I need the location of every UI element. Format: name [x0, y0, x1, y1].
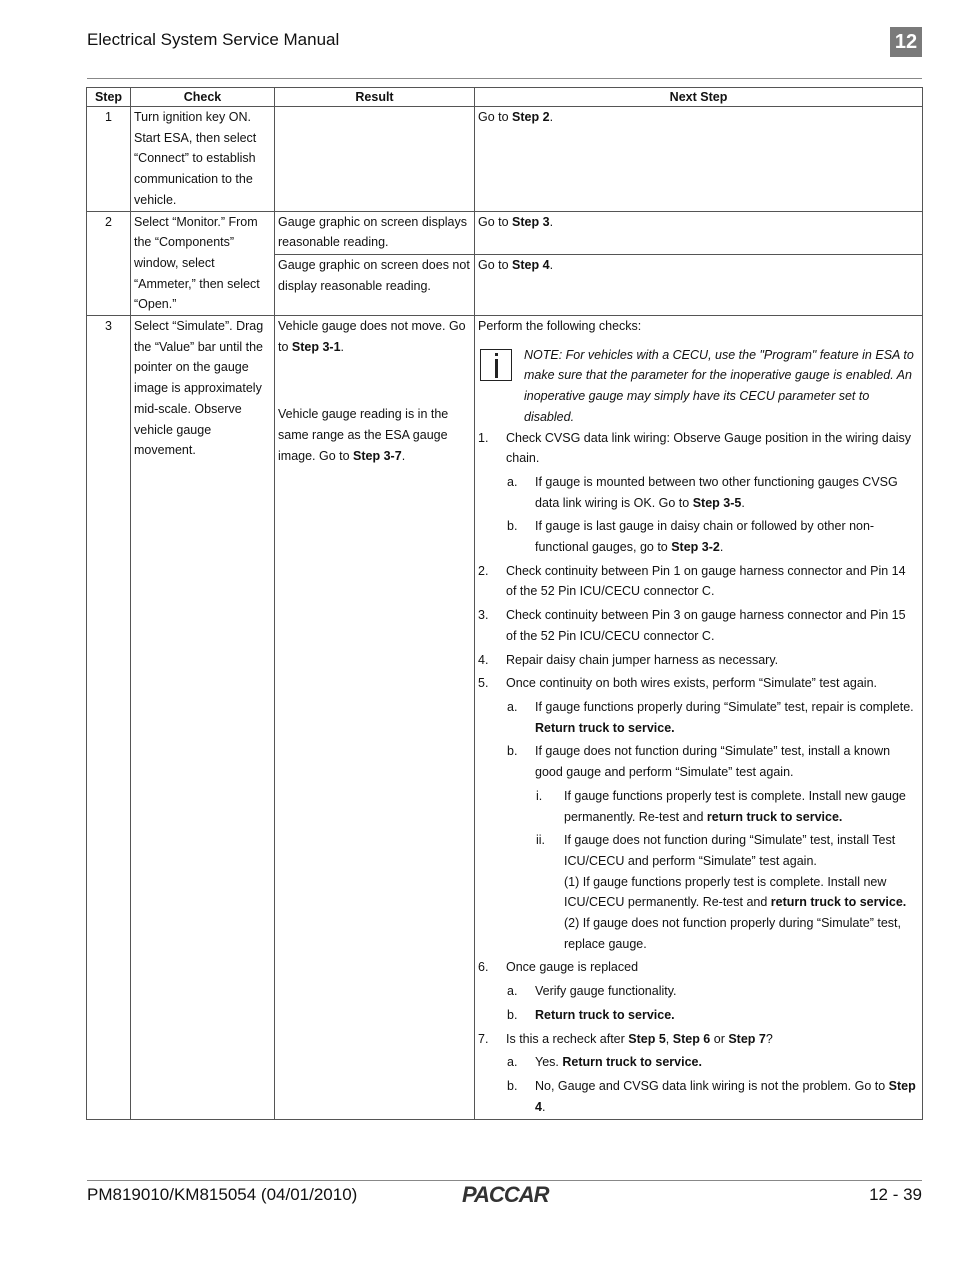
list-item: 1. Check CVSG data link wiring: Observe Gauge position in the wiring daisy chain. — [478, 430, 912, 466]
list-item: b. If gauge does not function during “Simulate” test, install a known good gauge and perform “Simulate” test again. — [507, 744, 891, 780]
next-step-cell — [475, 316, 923, 1120]
result-b: Vehicle gauge reading is in the same range as the ESA gauge image. Go to Step 3-7. — [278, 407, 449, 463]
note-block — [478, 345, 919, 428]
list-item: 6. Once gauge is replaced — [478, 960, 639, 975]
step-ref: Step 3-5 — [692, 495, 742, 510]
col-header-step: Step — [87, 88, 131, 107]
list-item: 7. Is this a recheck after Step 5, Step 6 or Step 7? — [478, 1031, 773, 1046]
step-ref: Step 6 — [672, 1031, 711, 1046]
step-number: 2 — [87, 211, 131, 316]
step-ref: Step 4 — [512, 258, 550, 273]
paccar-logo: PACCAR — [462, 1182, 549, 1207]
next-step-cell: Go to Step 2. — [475, 107, 923, 212]
list-item: b. Return truck to service. — [507, 1007, 675, 1022]
list-item: a. If gauge functions properly during “Simulate” test, repair is complete. Return truck to service. — [507, 699, 914, 735]
step-ref: Step 3-7 — [353, 448, 402, 463]
list-item: a. If gauge is mounted between two other functioning gauges CVSG data link wiring is OK. Go to Step 3-5. — [507, 474, 898, 510]
footer-rule — [87, 1180, 922, 1181]
table-row — [87, 316, 923, 1120]
step-ref: Step 4 — [535, 1078, 916, 1114]
checks-intro: Perform the following checks: — [478, 319, 642, 334]
next-step-cell: Go to Step 3. — [475, 211, 923, 255]
step-number: 3 — [87, 316, 131, 1120]
info-icon — [480, 349, 512, 381]
col-header-result: Result — [275, 88, 475, 107]
result-cell — [275, 107, 475, 212]
step-ref: Step 3 — [512, 214, 550, 229]
list-item: 2. Check continuity between Pin 1 on gauge harness connector and Pin 14 of the 52 Pin ICU/CECU connector C. — [478, 563, 906, 599]
check-cell: Turn ignition key ON. Start ESA, then select “Connect” to establish communication to the vehicle. — [131, 107, 275, 212]
document-id: PM819010/KM815054 (04/01/2010) — [87, 1185, 358, 1204]
list-item: 5. Once continuity on both wires exists, perform “Simulate” test again. — [478, 676, 877, 691]
col-header-next-step: Next Step — [475, 88, 923, 107]
result-a: Vehicle gauge does not move. Go to Step 3-1. — [278, 319, 466, 354]
header-rule — [87, 78, 922, 79]
list-item: ii. If gauge does not function during “Simulate” test, install Test ICU/CECU and perform “Simulate” test again. (1) If gauge functions properly test is complete. Install new ICU/CECU permanently. Re-test and return truck to service. (2) If gauge does not function properly during “Simulate” test, replace gauge. — [536, 833, 907, 951]
result-cell: Gauge graphic on screen does not display reasonable reading. — [275, 255, 475, 316]
list-item: i. If gauge functions properly test is complete. Install new gauge permanently. Re-test and return truck to service. — [536, 788, 906, 824]
result-cell: Gauge graphic on screen displays reasonable reading. — [275, 211, 475, 255]
troubleshooting-table — [86, 87, 923, 1120]
step-ref: Step 3-2 — [671, 540, 720, 555]
table-row — [87, 107, 923, 212]
list-item: b. No, Gauge and CVSG data link wiring is not the problem. Go to Step 4. — [507, 1078, 916, 1114]
list-item: a. Verify gauge functionality. — [507, 984, 677, 999]
note-text: NOTE: For vehicles with a CECU, use the "Program" feature in ESA to make sure that the parameter for the inoperative gauge is enabled. An inoperative gauge may simply have its CECU parameter set to disabled. — [524, 347, 914, 424]
chapter-badge: 12 — [890, 27, 922, 57]
result-cell — [275, 316, 475, 1120]
page-header-title: Electrical System Service Manual — [87, 30, 340, 49]
next-step-cell: Go to Step 4. — [475, 255, 923, 316]
list-item: a. Yes. Return truck to service. — [507, 1055, 702, 1070]
check-cell: Select “Simulate”. Drag the “Value” bar until the pointer on the gauge image is approximately mid-scale. Observe vehicle gauge movement. — [131, 316, 275, 1120]
list-item: 4. Repair daisy chain jumper harness as necessary. — [478, 652, 779, 667]
step-ref: Step 3-1 — [291, 339, 341, 354]
col-header-check: Check — [131, 88, 275, 107]
step-ref: Step 7 — [728, 1031, 766, 1046]
step-ref: Step 5 — [628, 1031, 666, 1046]
list-item: b. If gauge is last gauge in daisy chain or followed by other non-functional gauges, go to Step 3-2. — [507, 519, 875, 555]
step-ref: Step 2 — [512, 110, 550, 124]
check-cell: Select “Monitor.” From the “Components” window, select “Ammeter,” then select “Open.” — [131, 211, 275, 316]
list-item: 3. Check continuity between Pin 3 on gauge harness connector and Pin 15 of the 52 Pin ICU/CECU connector C. — [478, 608, 906, 643]
table-header-row — [87, 88, 923, 107]
page-number: 12 - 39 — [869, 1185, 922, 1204]
table-row — [87, 211, 923, 255]
step-number: 1 — [87, 107, 131, 212]
